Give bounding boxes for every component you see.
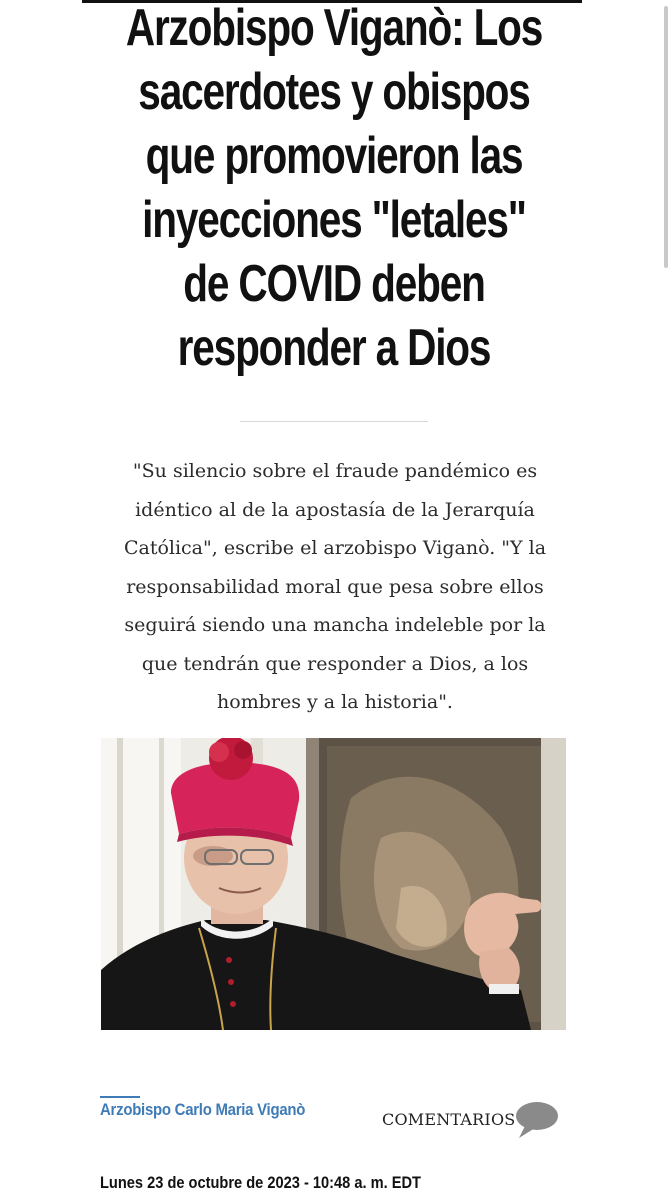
subhead-line: "Su silencio sobre el fraude pandémico es	[132, 460, 538, 482]
publish-date: Lunes 23 de octubre de 2023 - 10:48 a. m. EDT	[100, 1173, 421, 1192]
article-photo	[101, 738, 566, 1030]
scrollbar[interactable]	[662, 0, 670, 1200]
archbishop-portrait-illustration	[101, 738, 566, 1030]
subhead-line: hombres y a la historia".	[217, 691, 453, 713]
subhead-line: responsabilidad moral que pesa sobre ellos	[126, 575, 544, 598]
author-accent-rule	[100, 1096, 140, 1098]
article-subhead	[98, 452, 572, 722]
subhead-line: Católica", escribe el arzobispo Viganò. "Y la	[123, 537, 547, 559]
headline-line: Arzobispo Viganò: Los	[125, 0, 543, 57]
headline-line: sacerdotes y obispos	[138, 63, 530, 121]
comments-label: COMENTARIOS	[382, 1110, 516, 1129]
headline-line: de COVID deben	[183, 255, 485, 313]
article-headline	[120, 0, 547, 380]
author-link[interactable]: Arzobispo Carlo Maria Viganò	[100, 1100, 306, 1119]
headline-line: responder a Dios	[177, 319, 491, 377]
subhead-line: idéntico al de la apostasía de la Jerarquía	[135, 498, 535, 521]
subhead-line: seguirá siendo una mancha indeleble por la	[124, 614, 546, 636]
comments-button[interactable]	[382, 1100, 559, 1136]
headline-line: inyecciones "letales"	[142, 191, 526, 249]
scrollbar-thumb[interactable]	[664, 6, 668, 268]
headline-line: que promovieron las	[145, 127, 523, 185]
headline-divider	[240, 421, 428, 422]
speech-bubble-icon	[513, 1100, 559, 1144]
subhead-line: que tendrán que responder a Dios, a los	[141, 652, 529, 675]
